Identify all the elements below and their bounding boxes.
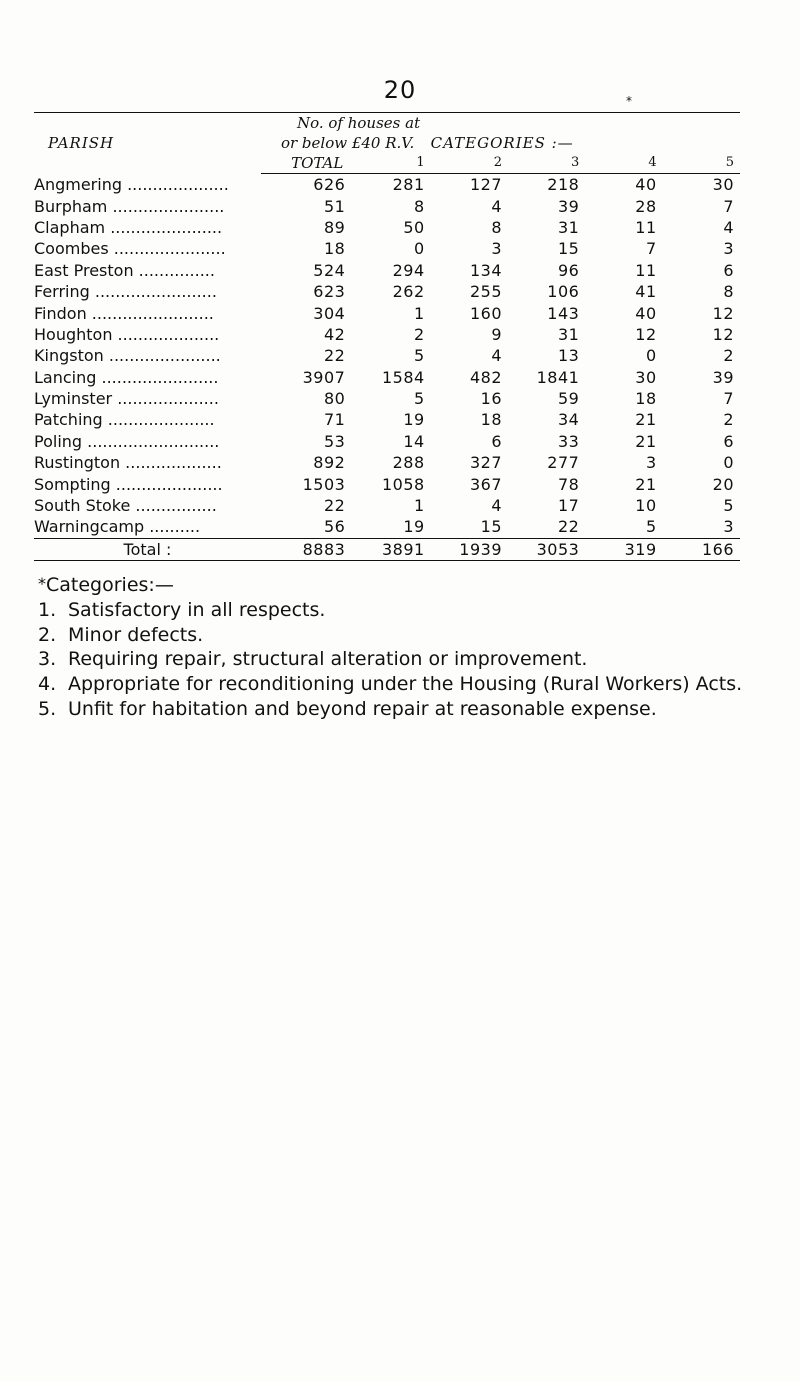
table-row — [34, 281, 740, 302]
category-3-value: 78 — [557, 474, 580, 494]
category-5-value: 2 — [723, 346, 734, 366]
totals-row — [34, 538, 740, 560]
table-row — [34, 473, 740, 494]
total-value: 626 — [313, 175, 346, 195]
category-5-value: 6 — [723, 260, 734, 280]
category-1-value: 50 — [403, 217, 425, 237]
parish-name: South Stoke ................ — [34, 496, 217, 516]
note-number: 4. — [38, 673, 57, 696]
table-row — [34, 431, 740, 452]
category-3-value: 31 — [557, 324, 580, 344]
category-2-value: 18 — [480, 410, 502, 430]
parish-name: Warningcamp .......... — [34, 517, 201, 537]
totals-total: 8883 — [261, 538, 353, 560]
table-row — [34, 238, 740, 259]
category-5-value: 2 — [723, 410, 734, 430]
notes-heading — [38, 572, 768, 598]
category-2-value: 4 — [491, 496, 502, 516]
note-number: 2. — [38, 623, 57, 646]
note-item — [38, 598, 768, 623]
category-5-value: 5 — [723, 496, 734, 516]
category-3-value: 22 — [557, 517, 580, 537]
note-item — [38, 672, 768, 697]
parish-name: Patching ..................... — [34, 410, 215, 430]
parish-name: Findon ........................ — [34, 303, 214, 323]
category-5-value: 4 — [723, 217, 734, 237]
category-2-value: 127 — [469, 175, 502, 195]
notes-heading-text: Categories:— — [46, 574, 174, 596]
table-row — [34, 195, 740, 216]
housing-table-container — [34, 112, 740, 561]
parish-column-header: PARISH — [34, 113, 261, 174]
category-2-value: 8 — [491, 217, 502, 237]
category-3-value: 13 — [557, 346, 580, 366]
total-value: 524 — [313, 260, 346, 280]
category-3-value: 15 — [557, 239, 580, 259]
category-2-value: 367 — [469, 474, 502, 494]
category-5-value: 30 — [712, 175, 734, 195]
category-4-value: 21 — [635, 410, 657, 430]
total-value: 304 — [313, 303, 346, 323]
category-5-header: 5 — [663, 153, 740, 174]
category-2-value: 15 — [480, 517, 502, 537]
category-2-header: 2 — [431, 153, 508, 174]
category-5-value: 12 — [712, 303, 734, 323]
category-1-value: 1058 — [381, 474, 425, 494]
category-4-value: 41 — [635, 282, 657, 302]
category-4-value: 21 — [635, 431, 657, 451]
category-5-value: 39 — [712, 367, 734, 387]
parish-name: Lancing ....................... — [34, 367, 219, 387]
notes-asterisk: * — [38, 574, 46, 593]
note-item — [38, 647, 768, 672]
note-item — [38, 697, 768, 722]
category-3-value: 17 — [557, 496, 580, 516]
table-row — [34, 260, 740, 281]
category-3-value: 1841 — [536, 367, 580, 387]
total-value: 51 — [323, 196, 346, 216]
category-1-value: 1 — [413, 303, 425, 323]
note-text: Requiring repair, structural alteration or improvement. — [68, 648, 588, 671]
category-1-value: 294 — [392, 260, 425, 280]
category-3-value: 59 — [557, 389, 580, 409]
total-value: 42 — [323, 324, 346, 344]
category-4-value: 11 — [635, 260, 657, 280]
category-2-value: 16 — [480, 389, 502, 409]
note-item — [38, 623, 768, 648]
parish-name: Poling .......................... — [34, 431, 220, 451]
category-3-value: 34 — [557, 410, 580, 430]
categories-notes — [38, 572, 768, 722]
parish-name: Coombes ...................... — [34, 239, 226, 259]
category-3-header: 3 — [508, 153, 585, 174]
houses-header-line2: or below £40 R.V. — [280, 134, 415, 152]
total-column-header: TOTAL — [261, 153, 353, 174]
category-3-value: 31 — [557, 217, 580, 237]
category-3-value: 143 — [547, 303, 580, 323]
note-text: Unfit for habitation and beyond repair at reasonable expense. — [68, 697, 657, 720]
table-body — [34, 174, 740, 539]
notes-list — [38, 598, 768, 722]
total-value: 71 — [323, 410, 346, 430]
category-4-value: 0 — [645, 346, 657, 366]
category-4-value: 40 — [635, 175, 657, 195]
category-3-value: 39 — [557, 196, 580, 216]
category-2-value: 160 — [469, 303, 502, 323]
table-header — [34, 113, 740, 174]
totals-category-1: 3891 — [353, 538, 430, 560]
category-4-value: 3 — [645, 453, 657, 473]
categories-asterisk: * — [626, 94, 632, 108]
total-value: 22 — [323, 496, 346, 516]
category-5-value: 6 — [723, 431, 734, 451]
parish-name: Sompting ..................... — [34, 474, 223, 494]
category-2-value: 255 — [469, 282, 502, 302]
category-1-value: 0 — [413, 239, 425, 259]
category-4-value: 10 — [635, 496, 657, 516]
totals-category-4: 319 — [585, 538, 662, 560]
category-3-value: 106 — [547, 282, 580, 302]
total-value: 56 — [323, 517, 346, 537]
houses-header-line1: No. of houses at — [261, 113, 431, 134]
category-5-value: 7 — [723, 196, 734, 216]
page-number: 20 — [383, 76, 417, 104]
category-4-value: 11 — [635, 217, 657, 237]
category-4-value: 30 — [635, 367, 657, 387]
parish-name: Angmering .................... — [34, 174, 229, 194]
category-5-value: 12 — [712, 324, 734, 344]
parish-name: Burpham ...................... — [34, 196, 225, 216]
total-value: 89 — [323, 217, 346, 237]
table-row — [34, 452, 740, 473]
category-3-value: 277 — [547, 453, 580, 473]
total-value: 1503 — [302, 474, 346, 494]
category-1-header: 1 — [353, 153, 430, 174]
note-text: Minor defects. — [68, 623, 204, 646]
category-1-value: 14 — [403, 431, 425, 451]
parish-name: Clapham ...................... — [34, 217, 223, 237]
category-2-value: 134 — [469, 260, 502, 280]
category-5-value: 3 — [723, 239, 734, 259]
category-1-value: 281 — [392, 175, 425, 195]
parish-name: Kingston ...................... — [34, 346, 221, 366]
table-row — [34, 174, 740, 196]
category-1-value: 5 — [413, 346, 425, 366]
category-5-value: 20 — [712, 474, 734, 494]
note-number: 1. — [38, 598, 57, 621]
category-4-value: 7 — [645, 239, 657, 259]
table-row — [34, 409, 740, 430]
category-4-value: 28 — [635, 196, 657, 216]
total-value: 80 — [323, 389, 346, 409]
category-1-value: 19 — [403, 517, 425, 537]
note-text: Appropriate for reconditioning under the Housing (Rural Workers) Acts. — [68, 673, 743, 696]
categories-header: CATEGORIES :— — [430, 134, 574, 152]
housing-table — [34, 112, 740, 561]
category-3-value: 96 — [557, 260, 580, 280]
parish-name: Ferring ........................ — [34, 282, 217, 302]
category-2-value: 9 — [491, 324, 502, 344]
category-1-value: 5 — [413, 389, 425, 409]
total-value: 892 — [313, 453, 346, 473]
parish-name: Rustington ................... — [34, 453, 222, 473]
total-value: 22 — [323, 346, 346, 366]
table-row — [34, 495, 740, 516]
category-4-value: 5 — [645, 517, 657, 537]
total-value: 53 — [323, 431, 346, 451]
category-3-value: 33 — [557, 431, 580, 451]
note-text: Satisfactory in all respects. — [68, 598, 326, 621]
category-2-value: 6 — [491, 431, 502, 451]
table-row — [34, 367, 740, 388]
category-2-value: 4 — [491, 346, 502, 366]
category-4-value: 18 — [635, 389, 657, 409]
category-5-value: 7 — [723, 389, 734, 409]
totals-category-5: 166 — [663, 538, 740, 560]
parish-name: Lyminster .................... — [34, 389, 219, 409]
category-4-header: 4 — [585, 153, 662, 174]
totals-category-3: 3053 — [508, 538, 585, 560]
table-row — [34, 345, 740, 366]
total-value: 18 — [323, 239, 346, 259]
category-5-value: 3 — [723, 517, 734, 537]
category-2-value: 3 — [491, 239, 502, 259]
category-1-value: 1 — [413, 496, 425, 516]
table-row — [34, 302, 740, 323]
totals-label: Total : — [34, 538, 261, 560]
category-4-value: 12 — [635, 324, 657, 344]
category-1-value: 2 — [413, 324, 425, 344]
totals-category-2: 1939 — [431, 538, 508, 560]
category-2-value: 327 — [469, 453, 502, 473]
category-4-value: 40 — [635, 303, 657, 323]
category-1-value: 262 — [392, 282, 425, 302]
table-row — [34, 324, 740, 345]
category-1-value: 288 — [392, 453, 425, 473]
category-1-value: 8 — [413, 196, 425, 216]
category-5-value: 0 — [723, 453, 734, 473]
category-1-value: 1584 — [381, 367, 425, 387]
table-row — [34, 516, 740, 538]
category-2-value: 482 — [469, 367, 502, 387]
total-value: 3907 — [302, 367, 346, 387]
parish-name: East Preston ............... — [34, 260, 215, 280]
parish-name: Houghton .................... — [34, 324, 220, 344]
total-value: 623 — [313, 282, 346, 302]
category-5-value: 8 — [723, 282, 734, 302]
category-4-value: 21 — [635, 474, 657, 494]
category-1-value: 19 — [403, 410, 425, 430]
note-number: 3. — [38, 648, 57, 671]
category-3-value: 218 — [547, 175, 580, 195]
note-number: 5. — [38, 697, 57, 720]
table-row — [34, 388, 740, 409]
table-row — [34, 217, 740, 238]
category-2-value: 4 — [491, 196, 502, 216]
